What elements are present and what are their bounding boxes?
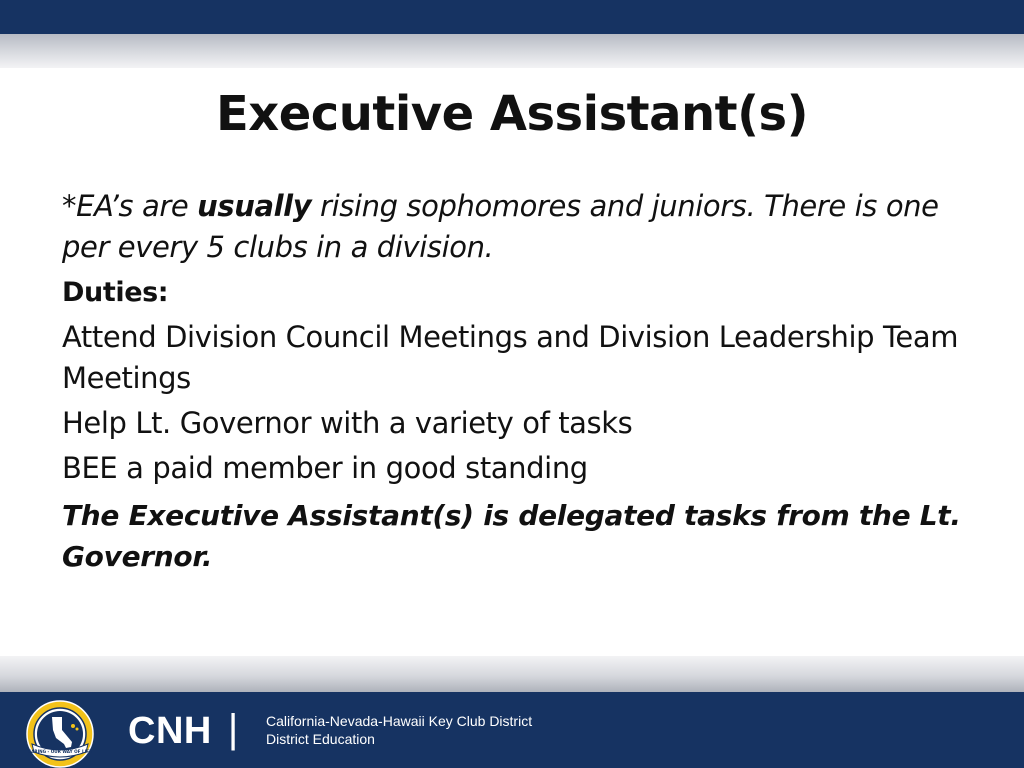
duty-item: Attend Division Council Meetings and Division Leadership Team Meetings <box>62 320 959 395</box>
duty-item: BEE a paid member in good standing <box>62 451 588 485</box>
closing-statement: The Executive Assistant(s) is delegated tasks from the Lt. Governor. <box>62 499 961 573</box>
intro-suffix: rising sophomores and juniors. There is one per every 5 clubs in a division. <box>62 189 939 264</box>
brand-separator: | <box>227 706 239 751</box>
duties-heading: Duties: <box>62 277 169 308</box>
brand-acronym: CNH <box>128 709 212 752</box>
intro-emphasis: usually <box>197 189 312 223</box>
footer-line-district: California-Nevada-Hawaii Key Club District <box>266 713 533 729</box>
footer-line-education: District Education <box>266 731 375 747</box>
header-gradient-band <box>0 34 1024 68</box>
slide-title: Executive Assistant(s) <box>215 86 809 142</box>
logo-ribbon-text: CARING - OUR WAY OF LIFE <box>28 749 92 754</box>
intro-paragraph <box>62 186 972 268</box>
cnh-district-seal-icon <box>26 700 94 768</box>
slide-body <box>62 186 972 577</box>
header-navy-band <box>0 0 1024 34</box>
footer-gradient-band <box>0 656 1024 692</box>
duty-item: Help Lt. Governor with a variety of tasks <box>62 406 633 440</box>
footer-brand <box>128 706 238 756</box>
footer-org-text <box>266 712 532 748</box>
intro-prefix: *EA’s are <box>62 189 198 223</box>
